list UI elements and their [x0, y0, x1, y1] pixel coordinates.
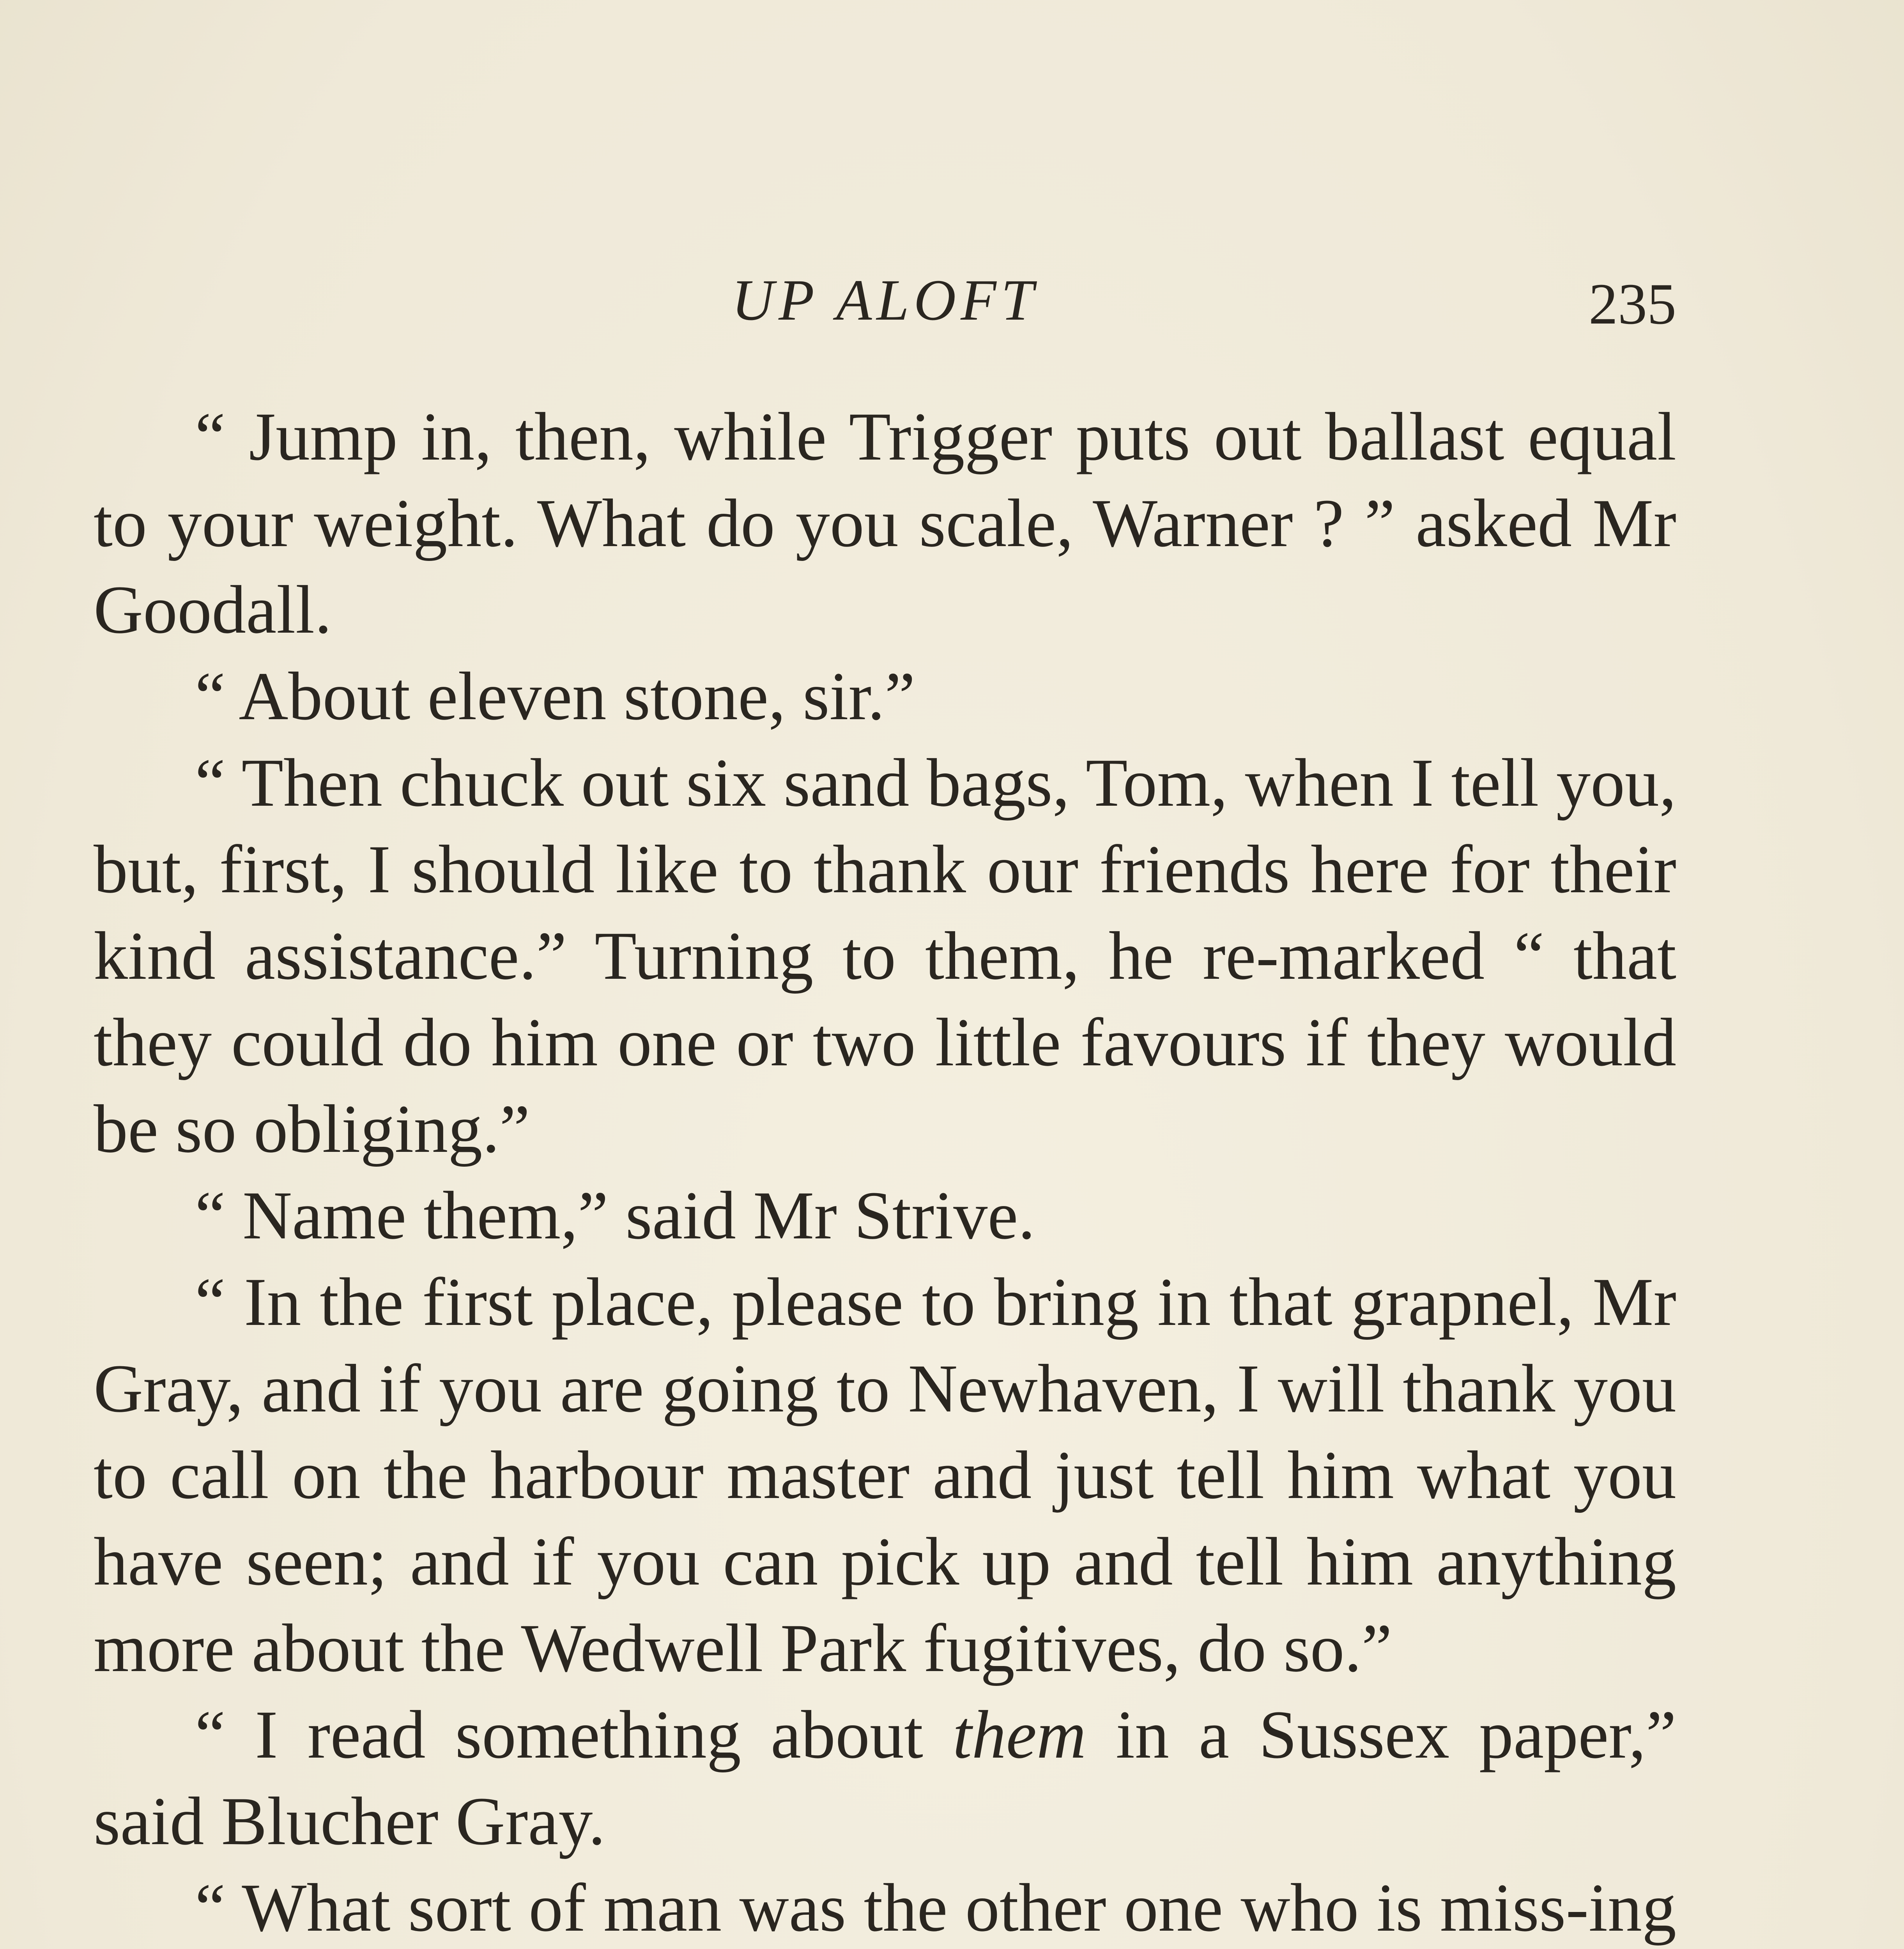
paragraph: “ Name them,” said Mr Strive.: [195, 1178, 1035, 1254]
paragraph-text: “ I read something about: [195, 1697, 953, 1773]
running-title: UP ALOFT: [731, 268, 1039, 332]
paragraph: “ About eleven stone, sir.”: [195, 658, 915, 734]
body-text: [94, 394, 1676, 1949]
paragraph: “ In the first place, please to bring in that grapnel, Mr Gray, and if you are going to Newhaven, I will thank you to call on the harbour master and just tell him what you have seen; and if you can pick up and tell him anything more about the Wedwell Park fugitives, do so.”: [94, 1264, 1676, 1686]
running-head: [94, 257, 1676, 343]
italic-word: them: [952, 1697, 1086, 1773]
paragraph: [94, 1692, 1676, 1865]
paragraph: “ Then chuck out six sand bags, Tom, when I tell you, but, first, I should like to thank our friends here for their kind assistance.” Turning to them, he re-marked “ that they could do him one or two little favours if they would be so obliging.”: [94, 745, 1676, 1167]
paragraph: “ Jump in, then, while Trigger puts out ballast equal to your weight. What do you scale, Warner ? ” asked Mr Goodall.: [94, 399, 1676, 648]
paragraph: “ What sort of man was the other one who is miss-ing: [195, 1870, 1676, 1946]
paragraph-text: in a Sussex paper,” said Blucher Gray.: [94, 1697, 1677, 1859]
page-number: 235: [1589, 272, 1676, 336]
